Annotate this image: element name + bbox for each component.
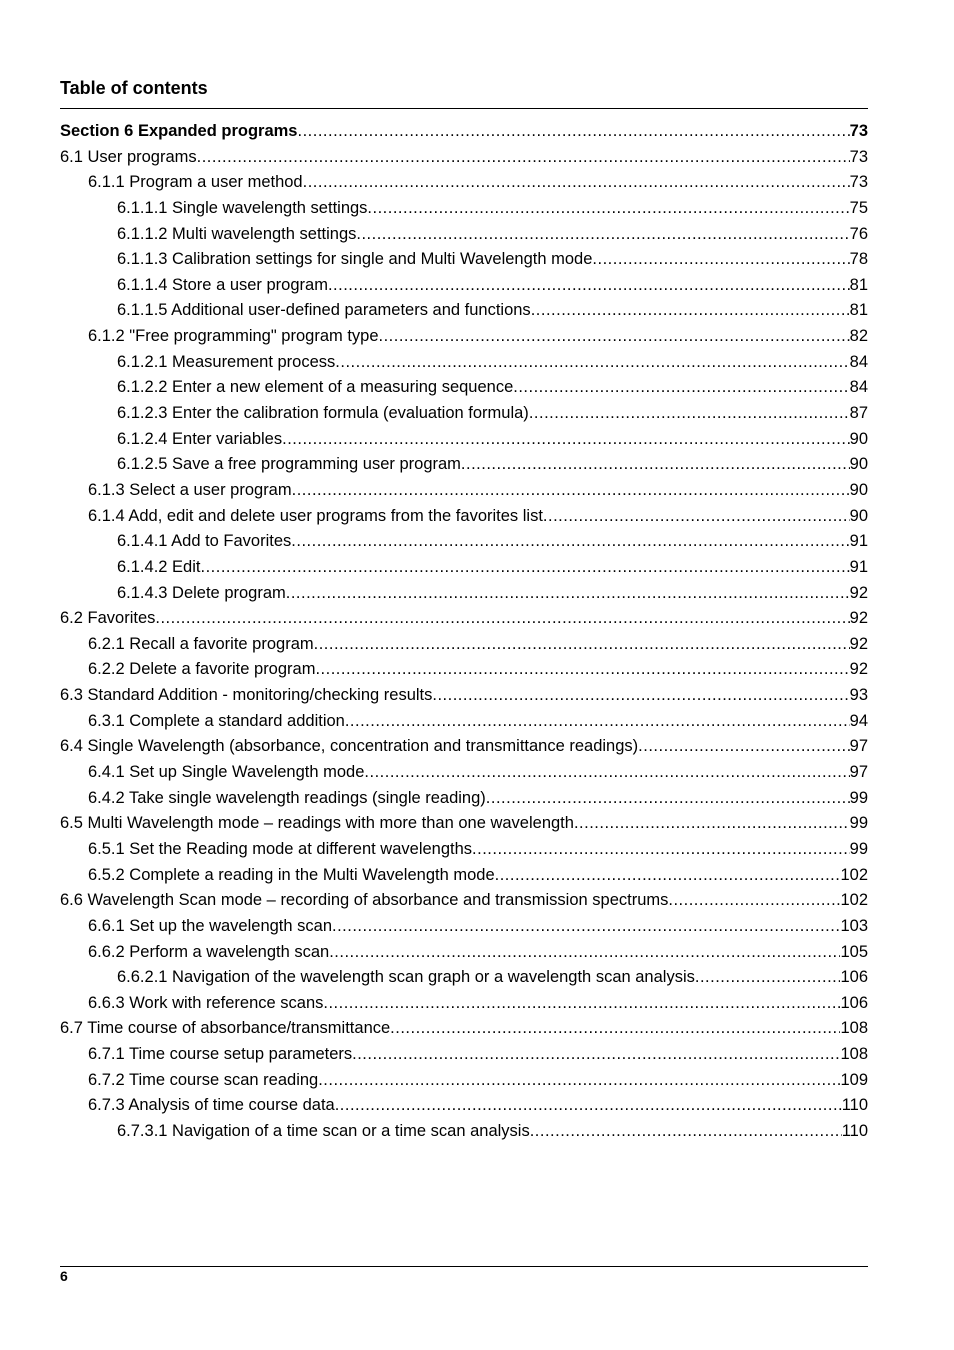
toc-entry-page-number: 105 (840, 942, 868, 961)
toc-entry-page-number: 109 (840, 1070, 868, 1089)
toc-entry[interactable] (60, 606, 868, 632)
dot-leader (486, 786, 850, 812)
toc-entry-title: 6.1.4.3 Delete program (117, 583, 286, 602)
toc-entry-title: 6.1.2.3 Enter the calibration formula (evaluation formula) (117, 404, 529, 423)
toc-entry-page-number: 92 (849, 634, 868, 653)
toc-entry-title: 6.7.1 Time course setup parameters (88, 1045, 353, 1064)
top-divider (60, 108, 868, 109)
toc-entry-page-number: 99 (849, 788, 868, 807)
toc-entry[interactable] (60, 170, 868, 196)
toc-entry-title: 6.1.1.4 Store a user program (117, 275, 328, 294)
toc-entry-title: 6.7.2 Time course scan reading (88, 1070, 319, 1089)
toc-entry-page-number: 97 (849, 763, 868, 782)
dot-leader (282, 427, 850, 453)
toc-entry-title: 6.5.2 Complete a reading in the Multi Wavelength mode (88, 865, 495, 884)
dot-leader (513, 375, 849, 401)
toc-entry-title: 6.6.3 Work with reference scans (88, 993, 324, 1012)
toc-entry-page-number: 92 (849, 609, 868, 628)
toc-entry-page-number: 81 (849, 275, 868, 294)
dot-leader (315, 657, 849, 683)
dot-leader (472, 837, 850, 863)
dot-leader (530, 1119, 842, 1145)
toc-entry[interactable] (60, 811, 868, 837)
toc-entry[interactable] (60, 504, 868, 530)
toc-entry[interactable] (60, 478, 868, 504)
dot-leader (329, 940, 840, 966)
toc-entry-title: 6.5 Multi Wavelength mode – readings with more than one wavelength (60, 814, 574, 833)
toc-entry[interactable] (60, 298, 868, 324)
dot-leader (495, 863, 841, 889)
bottom-divider (60, 1266, 868, 1267)
dot-leader (297, 119, 849, 145)
toc-entry[interactable] (60, 401, 868, 427)
dot-leader (303, 170, 850, 196)
toc-entry-title: 6.7.3 Analysis of time course data (88, 1096, 335, 1115)
toc-entry[interactable] (60, 965, 868, 991)
toc-entry[interactable] (60, 375, 868, 401)
toc-entry-title: 6.1.1.5 Additional user-defined parameters and functions (117, 301, 531, 320)
toc-entry-page-number: 106 (840, 993, 868, 1012)
dot-leader (390, 1016, 840, 1042)
toc-entry-page-number: 73 (849, 147, 868, 166)
toc-entry-page-number: 91 (849, 557, 868, 576)
dot-leader (592, 247, 849, 273)
toc-entry[interactable] (60, 452, 868, 478)
toc-entry-title: 6.1.4 Add, edit and delete user programs from the favorites list (88, 506, 543, 525)
dot-leader (367, 196, 849, 222)
toc-entry-page-number: 84 (849, 352, 868, 371)
toc-entry-page-number: 108 (840, 1045, 868, 1064)
toc-entry-title: 6.1.4.2 Edit (117, 557, 201, 576)
dot-leader (323, 991, 840, 1017)
toc-entry-title: 6.1.4.1 Add to Favorites (117, 532, 292, 551)
toc-entry-page-number: 102 (840, 891, 868, 910)
dot-leader (574, 811, 850, 837)
dot-leader (335, 1093, 842, 1119)
toc-entry-title: 6.3.1 Complete a standard addition (88, 711, 345, 730)
toc-entry[interactable] (60, 1068, 868, 1094)
dot-leader (155, 606, 849, 632)
toc-entry-page-number: 84 (849, 378, 868, 397)
toc-entry[interactable] (60, 1016, 868, 1042)
toc-entry[interactable] (60, 1093, 868, 1119)
toc-entry-page-number: 90 (849, 480, 868, 499)
toc-entry-title: 6.6 Wavelength Scan mode – recording of absorbance and transmission spectrums (60, 891, 669, 910)
toc-entry-page-number: 73 (849, 122, 868, 140)
toc-entry-title: 6.1.1.2 Multi wavelength settings (117, 224, 357, 243)
toc-entry[interactable] (60, 324, 868, 350)
toc-entry-title: 6.6.1 Set up the wavelength scan (88, 916, 333, 935)
toc-entry-page-number: 92 (849, 660, 868, 679)
toc-entry[interactable] (60, 657, 868, 683)
toc-entry-page-number: 73 (849, 173, 868, 192)
toc-entry[interactable] (60, 991, 868, 1017)
toc-entry-page-number: 81 (849, 301, 868, 320)
toc-entry[interactable] (60, 1042, 868, 1068)
toc-entry-page-number: 90 (849, 429, 868, 448)
toc-entry-page-number: 76 (849, 224, 868, 243)
dot-leader (286, 581, 850, 607)
toc-entry-page-number: 93 (849, 686, 868, 705)
toc-entry[interactable] (60, 222, 868, 248)
toc-entry[interactable] (60, 555, 868, 581)
toc-entry-title: 6.1.2 "Free programming" program type (88, 327, 379, 346)
toc-entry-page-number: 99 (849, 814, 868, 833)
toc-entry-title: 6.7 Time course of absorbance/transmittance (60, 1019, 391, 1038)
toc-entry-title: 6.1.2.5 Save a free programming user program (117, 455, 461, 474)
toc-entry-page-number: 82 (849, 327, 868, 346)
toc-entry-page-number: 91 (849, 532, 868, 551)
toc-entry[interactable] (60, 734, 868, 760)
toc-entry-title: 6.3 Standard Addition - monitoring/checking results (60, 686, 433, 705)
page-number: 6 (60, 1268, 68, 1284)
toc-entry-title: Section 6 Expanded programs (60, 122, 298, 140)
toc-entry[interactable] (60, 940, 868, 966)
toc-entry[interactable] (60, 427, 868, 453)
dot-leader (461, 452, 850, 478)
toc-entry-page-number: 90 (849, 506, 868, 525)
dot-leader (356, 222, 849, 248)
dot-leader (531, 298, 850, 324)
dot-leader (291, 529, 849, 555)
dot-leader (352, 1042, 840, 1068)
toc-entry[interactable] (60, 863, 868, 889)
toc-entry-page-number: 92 (849, 583, 868, 602)
toc-entry-title: 6.1.2.4 Enter variables (117, 429, 283, 448)
toc-entry-title: 6.1.1 Program a user method (88, 173, 303, 192)
dot-leader (379, 324, 850, 350)
toc-entry-page-number: 110 (841, 1121, 868, 1140)
toc-entry[interactable] (60, 145, 868, 171)
toc-entry[interactable] (60, 888, 868, 914)
dot-leader (200, 555, 849, 581)
page-title: Table of contents (60, 78, 208, 98)
toc-entry-title: 6.2.2 Delete a favorite program (88, 660, 316, 679)
toc-entry[interactable] (60, 529, 868, 555)
dot-leader (529, 401, 850, 427)
toc-entry-title: 6.1.1.3 Calibration settings for single and Multi Wavelength mode (117, 250, 593, 269)
dot-leader (543, 504, 850, 530)
toc-entry[interactable] (60, 350, 868, 376)
dot-leader (292, 478, 850, 504)
toc-entry[interactable] (60, 247, 868, 273)
toc-entry-title: 6.7.3.1 Navigation of a time scan or a time scan analysis (117, 1121, 530, 1140)
toc-entry-title: 6.6.2 Perform a wavelength scan (88, 942, 330, 961)
toc-entry[interactable] (60, 581, 868, 607)
toc-entry-title: 6.1.2.1 Measurement process (117, 352, 336, 371)
dot-leader (335, 350, 849, 376)
toc-entry-title: 6.1.2.2 Enter a new element of a measuring sequence (117, 378, 514, 397)
toc-entry-page-number: 87 (849, 404, 868, 423)
toc-entry-title: 6.1.3 Select a user program (88, 480, 292, 499)
dot-leader (345, 709, 850, 735)
toc-entry[interactable] (60, 683, 868, 709)
toc-entry-page-number: 110 (841, 1096, 868, 1115)
toc-entry-page-number: 94 (849, 711, 868, 730)
dot-leader (638, 734, 849, 760)
toc-entry-page-number: 108 (840, 1019, 868, 1038)
toc-entry[interactable] (60, 760, 868, 786)
toc-entry-page-number: 90 (849, 455, 868, 474)
toc-entry-page-number: 102 (840, 865, 868, 884)
toc-entry[interactable] (60, 786, 868, 812)
toc-entry-title: 6.4.2 Take single wavelength readings (single reading) (88, 788, 486, 807)
toc-entry[interactable] (60, 837, 868, 863)
toc-entry-title: 6.1 User programs (60, 147, 197, 166)
toc-entry-title: 6.6.2.1 Navigation of the wavelength scan graph or a wavelength scan analysis (117, 968, 695, 987)
toc-entry-title: 6.5.1 Set the Reading mode at different wavelengths (88, 839, 473, 858)
toc-entry-title: 6.4.1 Set up Single Wavelength mode (88, 763, 365, 782)
toc-entry-page-number: 103 (840, 916, 868, 935)
dot-leader (332, 914, 840, 940)
toc-entry[interactable] (60, 632, 868, 658)
toc-entry[interactable] (60, 914, 868, 940)
toc-entry-page-number: 106 (840, 968, 868, 987)
toc-entry[interactable] (60, 273, 868, 299)
toc-entry-page-number: 75 (849, 198, 868, 217)
toc-entry-title: 6.2 Favorites (60, 609, 156, 628)
toc-entry[interactable] (60, 709, 868, 735)
toc-entry-page-number: 97 (849, 737, 868, 756)
toc-entry-page-number: 99 (849, 839, 868, 858)
dot-leader (695, 965, 841, 991)
toc-entry-title: 6.2.1 Recall a favorite program (88, 634, 314, 653)
dot-leader (432, 683, 849, 709)
toc-entry[interactable] (60, 119, 868, 145)
toc-entry-title: 6.1.1.1 Single wavelength settings (117, 198, 368, 217)
dot-leader (314, 632, 850, 658)
dot-leader (668, 888, 840, 914)
dot-leader (318, 1068, 840, 1094)
toc-entry[interactable] (60, 196, 868, 222)
dot-leader (328, 273, 850, 299)
toc-entry[interactable] (60, 1119, 868, 1145)
toc-entry-title: 6.4 Single Wavelength (absorbance, concentration and transmittance readings) (60, 737, 639, 756)
toc-entry-page-number: 78 (849, 250, 868, 269)
dot-leader (197, 145, 850, 171)
dot-leader (364, 760, 849, 786)
table-of-contents (60, 119, 868, 1145)
